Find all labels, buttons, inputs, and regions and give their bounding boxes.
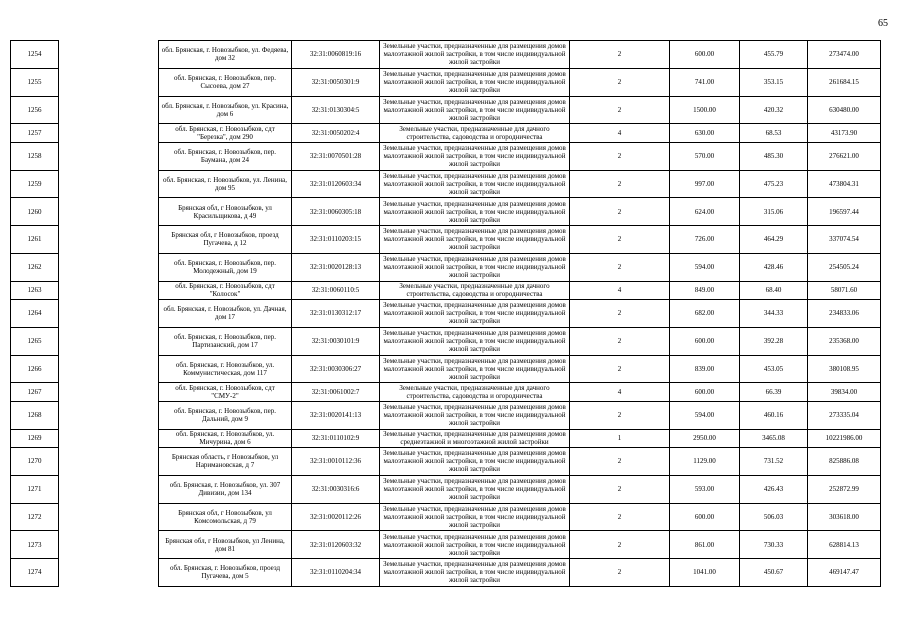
cadastral-value-cell: 273474.00 bbox=[808, 41, 881, 69]
cadastral-value-cell: 303618.00 bbox=[808, 503, 881, 531]
land-use-cell: Земельные участки, предназначенные для размещения домов малоэтажной жилой застройки, в том числе индивидуальной жилой застройки bbox=[380, 401, 570, 429]
row-number: 1268 bbox=[11, 401, 59, 429]
address-cell: обл. Брянская, г. Новозыбков, сдт "Колосок" bbox=[159, 281, 292, 300]
group-code-cell: 2 bbox=[570, 96, 670, 124]
table-row bbox=[11, 41, 881, 69]
land-use-cell: Земельные участки, предназначенные для размещения домов малоэтажной жилой застройки, в том числе индивидуальной жилой застройки bbox=[380, 475, 570, 503]
specific-value-cell: 485.30 bbox=[740, 142, 808, 170]
row-number: 1259 bbox=[11, 170, 59, 198]
row-number: 1254 bbox=[11, 41, 59, 69]
group-code-cell: 4 bbox=[570, 124, 670, 143]
area-cell: 726.00 bbox=[670, 226, 740, 254]
specific-value-cell: 426.43 bbox=[740, 475, 808, 503]
group-code-cell: 2 bbox=[570, 559, 670, 587]
blank-cell bbox=[59, 327, 159, 355]
cadastral-number-cell: 32:31:0110204:34 bbox=[292, 559, 380, 587]
row-number: 1261 bbox=[11, 226, 59, 254]
specific-value-cell: 464.29 bbox=[740, 226, 808, 254]
blank-cell bbox=[59, 559, 159, 587]
land-use-cell: Земельные участки, предназначенные для размещения домов малоэтажной жилой застройки, в том числе индивидуальной жилой застройки bbox=[380, 300, 570, 328]
table-row bbox=[11, 559, 881, 587]
blank-cell bbox=[59, 253, 159, 281]
group-code-cell: 2 bbox=[570, 475, 670, 503]
address-cell: обл. Брянская, г. Новозыбков, ул. Мичурина, дом 6 bbox=[159, 429, 292, 448]
area-cell: 861.00 bbox=[670, 531, 740, 559]
table-row bbox=[11, 429, 881, 448]
table-row bbox=[11, 531, 881, 559]
table-row bbox=[11, 281, 881, 300]
group-code-cell: 4 bbox=[570, 281, 670, 300]
blank-cell bbox=[59, 448, 159, 476]
cadastral-value-cell: 628814.13 bbox=[808, 531, 881, 559]
area-cell: 570.00 bbox=[670, 142, 740, 170]
cadastral-number-cell: 32:31:0020141:13 bbox=[292, 401, 380, 429]
row-number: 1255 bbox=[11, 68, 59, 96]
blank-cell bbox=[59, 170, 159, 198]
area-cell: 600.00 bbox=[670, 327, 740, 355]
address-cell: Брянская обл, г Новозыбков, проезд Пугачева, д 12 bbox=[159, 226, 292, 254]
specific-value-cell: 66.39 bbox=[740, 383, 808, 402]
group-code-cell: 2 bbox=[570, 401, 670, 429]
table-row bbox=[11, 355, 881, 383]
cadastral-table-container bbox=[10, 40, 880, 586]
cadastral-value-cell: 43173.90 bbox=[808, 124, 881, 143]
specific-value-cell: 353.15 bbox=[740, 68, 808, 96]
blank-cell bbox=[59, 355, 159, 383]
row-number: 1264 bbox=[11, 300, 59, 328]
group-code-cell: 2 bbox=[570, 198, 670, 226]
cadastral-number-cell: 32:31:0130312:17 bbox=[292, 300, 380, 328]
cadastral-number-cell: 32:31:0030101:9 bbox=[292, 327, 380, 355]
cadastral-value-cell: 630480.00 bbox=[808, 96, 881, 124]
group-code-cell: 2 bbox=[570, 355, 670, 383]
row-number: 1273 bbox=[11, 531, 59, 559]
row-number: 1265 bbox=[11, 327, 59, 355]
cadastral-number-cell: 32:31:0060819:16 bbox=[292, 41, 380, 69]
specific-value-cell: 475.23 bbox=[740, 170, 808, 198]
cadastral-value-cell: 276621.00 bbox=[808, 142, 881, 170]
land-use-cell: Земельные участки, предназначенные для размещения домов малоэтажной жилой застройки, в том числе индивидуальной жилой застройки bbox=[380, 531, 570, 559]
cadastral-value-cell: 825886.08 bbox=[808, 448, 881, 476]
address-cell: обл. Брянская, г. Новозыбков, пер. Баумана, дом 24 bbox=[159, 142, 292, 170]
row-number: 1260 bbox=[11, 198, 59, 226]
group-code-cell: 2 bbox=[570, 68, 670, 96]
cadastral-number-cell: 32:31:0060110:5 bbox=[292, 281, 380, 300]
cadastral-number-cell: 32:31:0060305:18 bbox=[292, 198, 380, 226]
cadastral-number-cell: 32:31:0010112:36 bbox=[292, 448, 380, 476]
table-row bbox=[11, 503, 881, 531]
cadastral-value-cell: 39834.00 bbox=[808, 383, 881, 402]
address-cell: Брянская область, г Новозыбков, ул Наримановская, д 7 bbox=[159, 448, 292, 476]
specific-value-cell: 3465.08 bbox=[740, 429, 808, 448]
area-cell: 2950.00 bbox=[670, 429, 740, 448]
land-use-cell: Земельные участки, предназначенные для размещения домов малоэтажной жилой застройки, в том числе индивидуальной жилой застройки bbox=[380, 355, 570, 383]
row-number: 1274 bbox=[11, 559, 59, 587]
cadastral-number-cell: 32:31:0061002:7 bbox=[292, 383, 380, 402]
address-cell: обл. Брянская, г. Новозыбков, ул. Дачная, дом 17 bbox=[159, 300, 292, 328]
blank-cell bbox=[59, 226, 159, 254]
area-cell: 839.00 bbox=[670, 355, 740, 383]
area-cell: 630.00 bbox=[670, 124, 740, 143]
specific-value-cell: 730.33 bbox=[740, 531, 808, 559]
blank-cell bbox=[59, 300, 159, 328]
group-code-cell: 4 bbox=[570, 383, 670, 402]
cadastral-value-cell: 273335.04 bbox=[808, 401, 881, 429]
land-use-cell: Земельные участки, предназначенные для размещения домов малоэтажной жилой застройки, в том числе индивидуальной жилой застройки bbox=[380, 448, 570, 476]
area-cell: 741.00 bbox=[670, 68, 740, 96]
page-number: 65 bbox=[878, 18, 888, 29]
address-cell: Брянская обл, г Новозыбков, ул Комсомольская, д 79 bbox=[159, 503, 292, 531]
land-use-cell: Земельные участки, предназначенные для размещения домов малоэтажной жилой застройки, в том числе индивидуальной жилой застройки bbox=[380, 253, 570, 281]
table-row bbox=[11, 142, 881, 170]
land-use-cell: Земельные участки, предназначенные для размещения домов малоэтажной жилой застройки, в том числе индивидуальной жилой застройки bbox=[380, 41, 570, 69]
area-cell: 997.00 bbox=[670, 170, 740, 198]
blank-cell bbox=[59, 401, 159, 429]
cadastral-number-cell: 32:31:0120603:32 bbox=[292, 531, 380, 559]
specific-value-cell: 68.40 bbox=[740, 281, 808, 300]
table-row bbox=[11, 253, 881, 281]
address-cell: Брянская обл, г Новозыбков, ул Ленина, дом 81 bbox=[159, 531, 292, 559]
area-cell: 594.00 bbox=[670, 401, 740, 429]
cadastral-value-cell: 254505.24 bbox=[808, 253, 881, 281]
blank-cell bbox=[59, 41, 159, 69]
group-code-cell: 2 bbox=[570, 531, 670, 559]
area-cell: 600.00 bbox=[670, 41, 740, 69]
specific-value-cell: 420.32 bbox=[740, 96, 808, 124]
group-code-cell: 2 bbox=[570, 170, 670, 198]
table-row bbox=[11, 448, 881, 476]
cadastral-number-cell: 32:31:0110203:15 bbox=[292, 226, 380, 254]
table-row bbox=[11, 383, 881, 402]
group-code-cell: 2 bbox=[570, 41, 670, 69]
area-cell: 849.00 bbox=[670, 281, 740, 300]
cadastral-number-cell: 32:31:0120603:34 bbox=[292, 170, 380, 198]
table-row bbox=[11, 96, 881, 124]
specific-value-cell: 506.03 bbox=[740, 503, 808, 531]
address-cell: обл. Брянская, г. Новозыбков, пер. Молодежный, дом 19 bbox=[159, 253, 292, 281]
blank-cell bbox=[59, 198, 159, 226]
table-row bbox=[11, 124, 881, 143]
land-use-cell: Земельные участки, предназначенные для размещения домов малоэтажной жилой застройки, в том числе индивидуальной жилой застройки bbox=[380, 68, 570, 96]
cadastral-value-cell: 235368.00 bbox=[808, 327, 881, 355]
specific-value-cell: 344.33 bbox=[740, 300, 808, 328]
blank-cell bbox=[59, 142, 159, 170]
address-cell: обл. Брянская, г. Новозыбков, сдт "Березка", дом 290 bbox=[159, 124, 292, 143]
area-cell: 1041.00 bbox=[670, 559, 740, 587]
cadastral-value-cell: 469147.47 bbox=[808, 559, 881, 587]
cadastral-value-cell: 196597.44 bbox=[808, 198, 881, 226]
cadastral-number-cell: 32:31:0050301:9 bbox=[292, 68, 380, 96]
specific-value-cell: 392.28 bbox=[740, 327, 808, 355]
blank-cell bbox=[59, 503, 159, 531]
table-row bbox=[11, 401, 881, 429]
address-cell: обл. Брянская, г. Новозыбков, пер. Сысоева, дом 27 bbox=[159, 68, 292, 96]
land-use-cell: Земельные участки, предназначенные для размещения домов малоэтажной жилой застройки, в том числе индивидуальной жилой застройки bbox=[380, 503, 570, 531]
table-row bbox=[11, 170, 881, 198]
address-cell: обл. Брянская, г. Новозыбков, ул. Коммунистическая, дом 117 bbox=[159, 355, 292, 383]
land-use-cell: Земельные участки, предназначенные для размещения домов малоэтажной жилой застройки, в том числе индивидуальной жилой застройки bbox=[380, 327, 570, 355]
row-number: 1269 bbox=[11, 429, 59, 448]
specific-value-cell: 428.46 bbox=[740, 253, 808, 281]
blank-cell bbox=[59, 68, 159, 96]
area-cell: 1129.00 bbox=[670, 448, 740, 476]
specific-value-cell: 315.06 bbox=[740, 198, 808, 226]
cadastral-number-cell: 32:31:0050202:4 bbox=[292, 124, 380, 143]
group-code-cell: 2 bbox=[570, 300, 670, 328]
specific-value-cell: 455.79 bbox=[740, 41, 808, 69]
area-cell: 600.00 bbox=[670, 503, 740, 531]
specific-value-cell: 68.53 bbox=[740, 124, 808, 143]
row-number: 1272 bbox=[11, 503, 59, 531]
cadastral-number-cell: 32:31:0030316:6 bbox=[292, 475, 380, 503]
blank-cell bbox=[59, 475, 159, 503]
cadastral-number-cell: 32:31:0110102:9 bbox=[292, 429, 380, 448]
address-cell: обл. Брянская, г. Новозыбков, ул. 307 Дивизии, дом 134 bbox=[159, 475, 292, 503]
address-cell: обл. Брянская, г. Новозыбков, проезд Пугачева, дом 5 bbox=[159, 559, 292, 587]
land-use-cell: Земельные участки, предназначенные для размещения домов малоэтажной жилой застройки, в том числе индивидуальной жилой застройки bbox=[380, 170, 570, 198]
specific-value-cell: 731.52 bbox=[740, 448, 808, 476]
area-cell: 593.00 bbox=[670, 475, 740, 503]
land-use-cell: Земельные участки, предназначенные для дачного строительства, садоводства и огородничества bbox=[380, 281, 570, 300]
land-use-cell: Земельные участки, предназначенные для размещения домов малоэтажной жилой застройки, в том числе индивидуальной жилой застройки bbox=[380, 559, 570, 587]
cadastral-number-cell: 32:31:0130304:5 bbox=[292, 96, 380, 124]
group-code-cell: 2 bbox=[570, 226, 670, 254]
group-code-cell: 2 bbox=[570, 142, 670, 170]
specific-value-cell: 460.16 bbox=[740, 401, 808, 429]
row-number: 1267 bbox=[11, 383, 59, 402]
table-row bbox=[11, 198, 881, 226]
group-code-cell: 2 bbox=[570, 503, 670, 531]
cadastral-number-cell: 32:31:0070501:28 bbox=[292, 142, 380, 170]
address-cell: обл. Брянская, г. Новозыбков, сдт "СМУ-2" bbox=[159, 383, 292, 402]
table-body bbox=[11, 41, 881, 587]
cadastral-table bbox=[10, 40, 881, 587]
cadastral-value-cell: 58071.60 bbox=[808, 281, 881, 300]
row-number: 1258 bbox=[11, 142, 59, 170]
cadastral-value-cell: 10221986.00 bbox=[808, 429, 881, 448]
row-number: 1266 bbox=[11, 355, 59, 383]
cadastral-number-cell: 32:31:0030306:27 bbox=[292, 355, 380, 383]
land-use-cell: Земельные участки, предназначенные для размещения домов малоэтажной жилой застройки, в том числе индивидуальной жилой застройки bbox=[380, 198, 570, 226]
land-use-cell: Земельные участки, предназначенные для дачного строительства, садоводства и огородничества bbox=[380, 383, 570, 402]
table-row bbox=[11, 226, 881, 254]
table-row bbox=[11, 300, 881, 328]
cadastral-value-cell: 252872.99 bbox=[808, 475, 881, 503]
row-number: 1270 bbox=[11, 448, 59, 476]
address-cell: обл. Брянская, г. Новозыбков, ул. Федяева, дом 32 bbox=[159, 41, 292, 69]
area-cell: 624.00 bbox=[670, 198, 740, 226]
cadastral-value-cell: 337074.54 bbox=[808, 226, 881, 254]
land-use-cell: Земельные участки, предназначенные для размещения домов малоэтажной жилой застройки, в том числе индивидуальной жилой застройки bbox=[380, 142, 570, 170]
blank-cell bbox=[59, 124, 159, 143]
cadastral-number-cell: 32:31:0020112:26 bbox=[292, 503, 380, 531]
cadastral-number-cell: 32:31:0020128:13 bbox=[292, 253, 380, 281]
row-number: 1256 bbox=[11, 96, 59, 124]
area-cell: 594.00 bbox=[670, 253, 740, 281]
cadastral-value-cell: 380108.95 bbox=[808, 355, 881, 383]
land-use-cell: Земельные участки, предназначенные для дачного строительства, садоводства и огородничества bbox=[380, 124, 570, 143]
address-cell: обл. Брянская, г. Новозыбков, ул. Красина, дом 6 bbox=[159, 96, 292, 124]
cadastral-value-cell: 473804.31 bbox=[808, 170, 881, 198]
address-cell: обл. Брянская, г. Новозыбков, пер. Дальний, дом 9 bbox=[159, 401, 292, 429]
cadastral-value-cell: 261684.15 bbox=[808, 68, 881, 96]
address-cell: обл. Брянская, г. Новозыбков, пер. Партизанский, дом 17 bbox=[159, 327, 292, 355]
cadastral-value-cell: 234833.06 bbox=[808, 300, 881, 328]
area-cell: 600.00 bbox=[670, 383, 740, 402]
blank-cell bbox=[59, 96, 159, 124]
land-use-cell: Земельные участки, предназначенные для размещения домов малоэтажной жилой застройки, в том числе индивидуальной жилой застройки bbox=[380, 226, 570, 254]
land-use-cell: Земельные участки, предназначенные для размещения домов среднеэтажной и многоэтажной жилой застройки bbox=[380, 429, 570, 448]
address-cell: обл. Брянская, г. Новозыбков, ул. Ленина, дом 95 bbox=[159, 170, 292, 198]
area-cell: 1500.00 bbox=[670, 96, 740, 124]
table-row bbox=[11, 327, 881, 355]
group-code-cell: 2 bbox=[570, 327, 670, 355]
table-row bbox=[11, 475, 881, 503]
blank-cell bbox=[59, 429, 159, 448]
group-code-cell: 1 bbox=[570, 429, 670, 448]
row-number: 1257 bbox=[11, 124, 59, 143]
specific-value-cell: 453.05 bbox=[740, 355, 808, 383]
specific-value-cell: 450.67 bbox=[740, 559, 808, 587]
area-cell: 682.00 bbox=[670, 300, 740, 328]
blank-cell bbox=[59, 281, 159, 300]
row-number: 1262 bbox=[11, 253, 59, 281]
land-use-cell: Земельные участки, предназначенные для размещения домов малоэтажной жилой застройки, в том числе индивидуальной жилой застройки bbox=[380, 96, 570, 124]
row-number: 1263 bbox=[11, 281, 59, 300]
row-number: 1271 bbox=[11, 475, 59, 503]
address-cell: Брянская обл, г Новозыбков, ул Красильщикова, д 49 bbox=[159, 198, 292, 226]
table-row bbox=[11, 68, 881, 96]
group-code-cell: 2 bbox=[570, 448, 670, 476]
group-code-cell: 2 bbox=[570, 253, 670, 281]
blank-cell bbox=[59, 383, 159, 402]
blank-cell bbox=[59, 531, 159, 559]
